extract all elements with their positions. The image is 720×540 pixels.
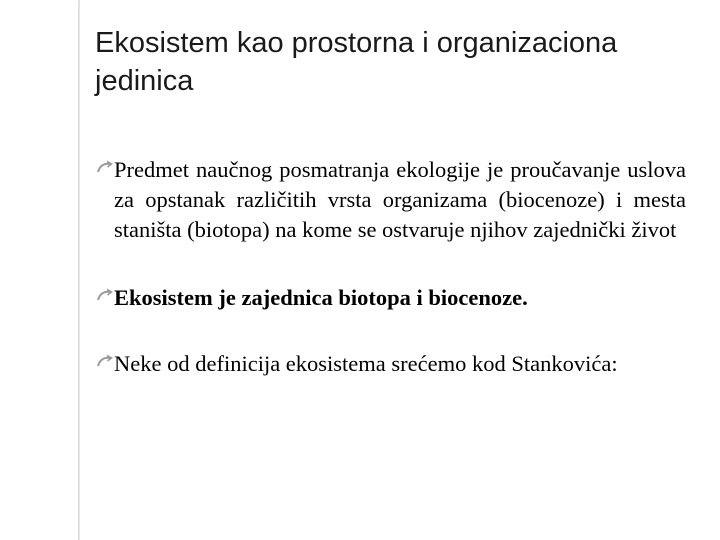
slide-title: Ekosistem kao prostorna i organizaciona jedinica xyxy=(95,27,618,97)
curved-arrow-bullet-icon xyxy=(96,354,114,374)
curved-arrow-bullet-icon xyxy=(96,288,114,308)
bullet-item-3 xyxy=(96,349,686,379)
vertical-accent-bar xyxy=(78,8,80,540)
accent-bar-top xyxy=(78,0,80,8)
bullet-item-2 xyxy=(96,283,686,313)
bullet-item-1 xyxy=(96,155,686,245)
bullet-text-1: Predmet naučnog posmatranja ekologije je proučavanje uslova za opstanak različitih vrsta organizama (biocenoze) i mesta staništa (biotopa) na kome se ostvaruje njihov zajednički život xyxy=(114,157,686,242)
bullet-text-3: Neke od definicija ekosistema srećemo kod Stankovića: xyxy=(114,351,618,376)
curved-arrow-bullet-icon xyxy=(96,160,114,180)
bullet-list xyxy=(96,155,686,379)
bullet-text-2: Ekosistem je zajednica biotopa i biocenoze. xyxy=(114,285,528,310)
